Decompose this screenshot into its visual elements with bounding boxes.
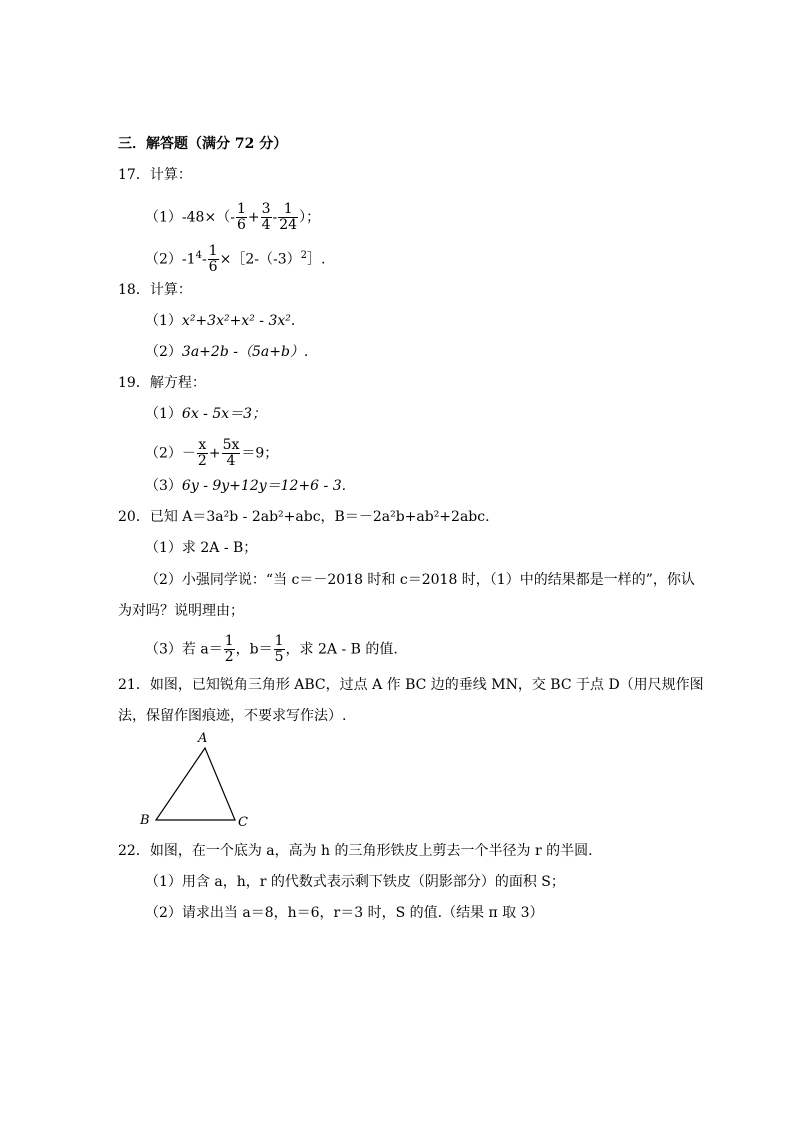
expr-text: ，求 2A - B 的值.	[285, 641, 398, 658]
denominator: 6	[236, 217, 246, 233]
expr-text: 6x - 5x＝3；	[181, 406, 267, 422]
q18-part2	[145, 342, 308, 362]
expr-text: －	[181, 445, 196, 462]
expr-text: ）；	[299, 209, 321, 226]
numerator: x	[198, 437, 207, 453]
q20-part1: （1）求 2A - B；	[145, 540, 258, 556]
fraction	[208, 244, 219, 275]
part-label: （2）	[145, 445, 182, 462]
operator: -	[272, 209, 278, 226]
numerator: 1	[208, 243, 218, 259]
q20-part3	[145, 634, 398, 665]
q17-part1	[145, 202, 320, 233]
fraction	[222, 438, 241, 469]
q17-part2	[145, 244, 325, 275]
part-label: （1）	[145, 209, 182, 226]
fraction	[278, 202, 298, 233]
section-title: 三．解答题（满分 72 分）	[118, 136, 288, 152]
vertex-label-a: A	[198, 731, 208, 746]
part-label: （1）	[145, 313, 182, 329]
denominator: 24	[279, 217, 298, 233]
q22-part1: （1）用含 a，h，r 的代数式表示剩下铁皮（阴影部分）的面积 S；	[145, 874, 565, 890]
q22-part2: （2）请求出当 a＝8，h＝6，r＝3 时，S 的值.（结果 π 取 3）	[145, 905, 544, 921]
q20-part2-line2: 为对吗？说明理由；	[118, 603, 244, 619]
numerator: 1	[278, 202, 298, 218]
numerator: 1	[274, 633, 284, 649]
operator: +	[208, 445, 221, 462]
q18-heading: 18．计算：	[118, 282, 192, 298]
q19-heading: 19．解方程：	[118, 375, 206, 391]
part-label: （3）	[145, 478, 182, 494]
q21-line1: 21．如图，已知锐角三角形 ABC，过点 A 作 BC 边的垂线 MN，交 BC 于点 D（用尺规作图	[118, 677, 704, 693]
q19-part2	[145, 438, 278, 469]
numerator: 1	[224, 633, 234, 649]
numerator: 3	[261, 201, 271, 217]
denominator: 5	[274, 649, 284, 665]
q19-part3	[145, 476, 346, 496]
numerator: 1	[236, 201, 246, 217]
q20-heading: 20．已知 A＝3a²b - 2ab²+abc，B＝－2a²b+ab²+2abc.	[118, 509, 490, 525]
fraction	[236, 202, 247, 233]
triangle-abc	[156, 748, 235, 820]
denominator: 2	[224, 649, 234, 665]
expr-text: x²+3x²+x² - 3x².	[181, 313, 296, 329]
fraction	[261, 202, 272, 233]
expr-text: 3a+2b -（5a+b）.	[181, 344, 309, 360]
part-label: （3）若 a＝	[145, 641, 223, 658]
denominator: 4	[226, 453, 236, 469]
expr-text: -48×（-	[181, 209, 235, 226]
part-label: （1）	[145, 406, 182, 422]
q21-line2: 法，保留作图痕迹，不要求写作法）.	[118, 708, 347, 724]
numerator: 5x	[222, 437, 240, 453]
fraction	[224, 634, 235, 665]
vertex-label-b: B	[140, 813, 150, 828]
expr-text: ］.	[306, 251, 326, 268]
part-label: （2）	[145, 344, 182, 360]
q18-part1	[145, 311, 295, 331]
fraction	[274, 634, 285, 665]
operator: -	[201, 251, 207, 268]
denominator: 2	[197, 453, 207, 469]
q19-part1	[145, 404, 266, 424]
expr-text: ，b＝	[235, 641, 273, 658]
expr-text: 6y - 9y+12y＝12+6 - 3.	[181, 478, 347, 494]
denominator: 4	[261, 217, 271, 233]
q20-part2-line1: （2）小强同学说：“当 c＝－2018 时和 c＝2018 时，（1）中的结果都是一样的”，你认	[145, 572, 695, 588]
exponent: 2	[300, 249, 307, 261]
vertex-label-c: C	[238, 815, 248, 830]
fraction	[197, 438, 208, 469]
q22-heading: 22．如图，在一个底为 a，高为 h 的三角形铁皮上剪去一个半径为 r 的半圆.	[118, 843, 593, 859]
expr-text: ×［2-（-3）	[219, 251, 301, 268]
expr-text: ＝9；	[241, 445, 279, 462]
part-label: （2）	[145, 251, 182, 268]
expr-text: -1	[181, 251, 196, 268]
denominator: 6	[208, 259, 218, 275]
exponent: 4	[195, 249, 202, 261]
q17-heading: 17．计算：	[118, 167, 192, 183]
operator: +	[247, 209, 260, 226]
